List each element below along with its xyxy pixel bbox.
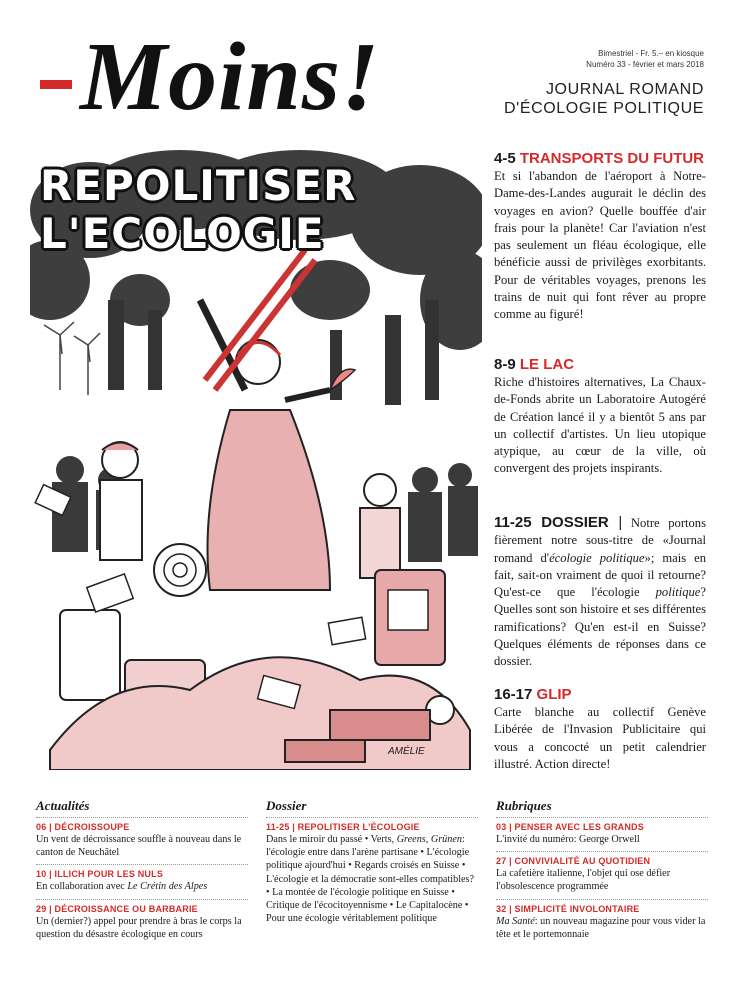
- item-heading: 11-25 | REPOLITISER L'ÉCOLOGIE: [266, 822, 420, 832]
- divider: [36, 817, 248, 818]
- meta-price: Bimestriel - Fr. 5.– en kiosque: [598, 49, 704, 58]
- divider: [496, 899, 708, 900]
- dossier-em-2: politique: [655, 585, 701, 600]
- dossier-list-em2: Grünen: [430, 834, 462, 845]
- meta-issue: Numéro 33 - février et mars 2018: [586, 60, 704, 69]
- feature-text: Riche d'histoires alternatives, La Chaux-de-Fonds abrite un Laboratoire Autogéré de Création lancé il y a bientôt 5 ans par un collectif d'artistes. Un lieu utopique atypique, au cœur de la ville, où convergent des projets inspirants.: [494, 375, 706, 476]
- section-actualites: [36, 798, 248, 941]
- item-heading: 06 | DÉCROISSOUPE: [36, 822, 130, 832]
- item-text-a: : un nouveau magazine pour vous vider la tête et le portemonnaie: [496, 915, 706, 940]
- feature-title: DOSSIER: [541, 514, 609, 531]
- item-text: Un vent de décroissance souffle à nouveau dans le canton de Neuchâtel: [36, 834, 242, 859]
- item-text: [496, 915, 708, 941]
- feature-pages: 4-5: [494, 150, 516, 167]
- item-heading: 03 | PENSER AVEC LES GRANDS: [496, 822, 644, 832]
- feature-heading: [494, 356, 706, 374]
- masthead-subtitle: [504, 80, 704, 118]
- dossier-list-em1: Greens: [396, 834, 426, 845]
- feature-dossier: [494, 514, 706, 671]
- feature-heading: [494, 686, 706, 704]
- dossier-list-a: Dans le miroir du passé • Verts,: [266, 834, 397, 845]
- divider: [496, 851, 708, 852]
- subtitle-line-1: JOURNAL ROMAND: [545, 81, 704, 98]
- feature-le-lac: [494, 356, 706, 478]
- cover-headline: [40, 162, 480, 258]
- dossier-list-c: : l'écologie entre dans l'arène partisane • L'écologie politique ajourd'hui • Regards croisés en Suisse • L'écologie et la démocratie sont-elles compatibles? • La montée de l'écologie politique en Suisse • Critique de l'écocitoyennisme • Le Capitalocène • Pour une écologie véritablement politique: [266, 834, 475, 925]
- wind-turbines: [44, 322, 100, 395]
- item-heading: 29 | DÉCROISSANCE OU BARBARIE: [36, 903, 198, 914]
- divider: [36, 899, 248, 900]
- item-text: [266, 833, 478, 925]
- feature-text: Carte blanche au collectif Genève Libérée de l'Invasion Publicitaire qui vous a concocté un petit calendrier illustré. Action directe!: [494, 705, 706, 771]
- feature-title: GLIP: [536, 686, 572, 703]
- dossier-text-b: »; mais en fait, sait-on vraiment de quoi il retourne? Qu'est-ce que l'écologie: [494, 550, 707, 600]
- section-dossier: [266, 798, 478, 925]
- protester-left: [100, 442, 142, 560]
- item-heading: 10 | ILLICH POUR LES NULS: [36, 869, 164, 880]
- issue-meta: [586, 48, 704, 70]
- protester-right: [360, 474, 400, 578]
- masthead-logo: Moins!: [80, 23, 381, 131]
- item-heading: 27 | CONVIVIALITÉ AU QUOTIDIEN: [496, 856, 651, 867]
- item-text-a: En collaboration avec: [36, 881, 128, 893]
- feature-text: Et si l'abandon de l'aéroport à Notre-Dame-des-Landes augurait le déclin des voyages en avion? Quelle bouffée d'air frais pour la planète! Car l'aviation n'est pas seulement un fléau écologique, elle bénéficie aussi de privilèges exorbitants. Pour de véritables voyages, prenons les trains de nuit qui font rêver au propre comme au figuré!: [494, 169, 706, 322]
- feature-glip: [494, 686, 706, 773]
- dossier-em-1: écologie politique: [549, 550, 645, 565]
- divider: [496, 817, 708, 818]
- feature-pages: 16-17: [494, 686, 533, 703]
- dossier-text-a: Notre portons fièrement notre sous-titre de «Journal romand d': [494, 516, 707, 565]
- logo-dash: [40, 80, 72, 89]
- feature-heading: [494, 514, 622, 531]
- feature-separator: |: [618, 514, 623, 531]
- divider: [266, 817, 478, 818]
- section-heading: Actualités: [36, 798, 90, 813]
- feature-heading: [494, 150, 706, 168]
- item-text: Un (dernier?) appel pour prendre à bras le corps la question du désastre écologique en cours: [36, 915, 242, 940]
- dossier-list-b: ,: [425, 834, 431, 845]
- headline-line-1: REPOLITISER: [40, 161, 357, 210]
- item-text: [36, 880, 248, 893]
- snail: [154, 544, 206, 596]
- feature-title: LE LAC: [519, 356, 575, 373]
- feature-text: [494, 514, 706, 671]
- section-heading: Rubriques: [496, 798, 552, 813]
- item-text: L'invité du numéro: George Orwell: [496, 834, 640, 845]
- headline-line-2: L'ECOLOGIE: [40, 209, 325, 258]
- feature-transports: [494, 150, 706, 324]
- feature-pages: 11-25: [494, 514, 532, 531]
- section-heading: Dossier: [266, 798, 307, 813]
- section-rubriques: [496, 798, 708, 941]
- feature-title: TRANSPORTS DU FUTUR: [519, 150, 705, 167]
- item-text: La cafetière italienne, l'objet qui ose défier l'obsolescence programmée: [496, 868, 671, 893]
- divider: [36, 864, 248, 865]
- briefcase: [285, 740, 365, 762]
- item-text-em: Ma Santé: [496, 915, 535, 927]
- dossier-text-c: ? Quelles sont son histoire et ses différentes ramifications? Qu'en est-il en Suisse? Quelques éléments de réponses dans ce dossier.: [494, 585, 706, 669]
- item-text-em: Le Crétin des Alpes: [127, 881, 208, 893]
- artist-signature: AMÉLIE: [388, 746, 425, 757]
- liberty-dress: [208, 410, 331, 590]
- item-heading: 32 | SIMPLICITÉ INVOLONTAIRE: [496, 903, 640, 914]
- subtitle-line-2: D'ÉCOLOGIE POLITIQUE: [504, 100, 704, 117]
- feature-pages: 8-9: [494, 356, 516, 373]
